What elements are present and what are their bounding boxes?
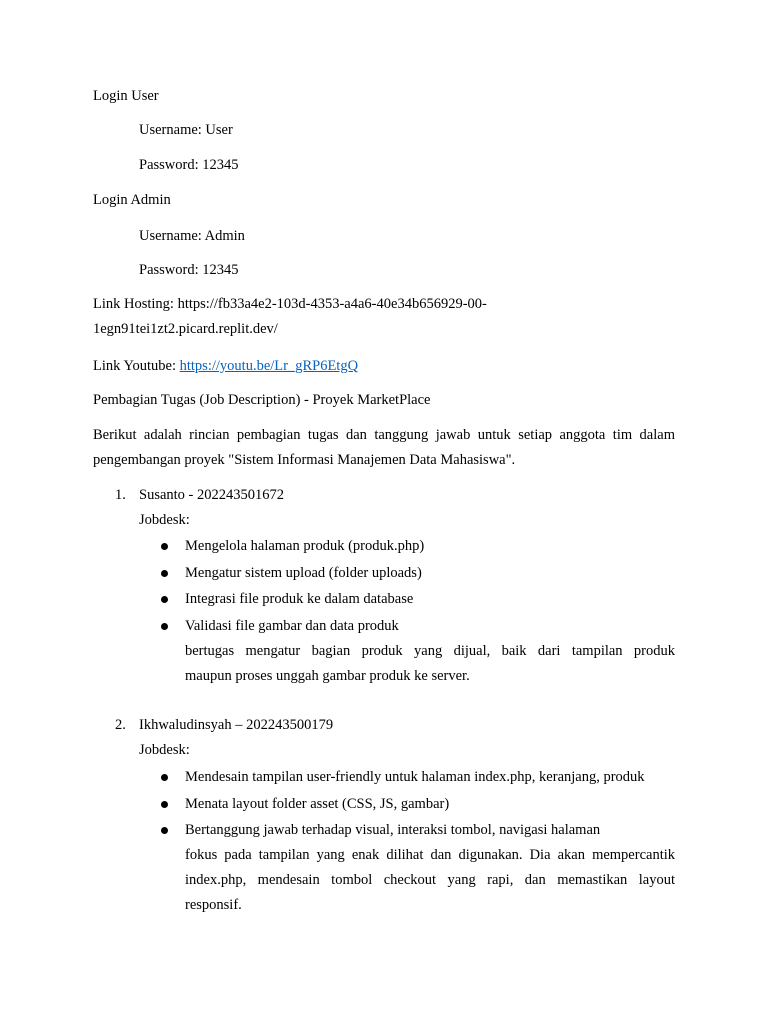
bullet-icon [161, 570, 168, 577]
member-name: Ikhwaludinsyah – 202243500179 [139, 717, 334, 733]
member-summary-line1: bertugas mengatur bagian produk yang dijual, baik dari tampilan produk [185, 643, 675, 659]
member-summary-line3: responsif. [185, 897, 242, 913]
task-item: Integrasi file produk ke dalam database [185, 591, 414, 607]
member-number: 1. [115, 487, 126, 503]
task-item: Bertanggung jawab terhadap visual, interaksi tombol, navigasi halaman [185, 822, 601, 838]
task-item: Menata layout folder asset (CSS, JS, gambar) [185, 796, 450, 812]
member-name: Susanto - 202243501672 [139, 487, 284, 503]
member-number: 2. [115, 717, 126, 733]
bullet-icon [161, 801, 168, 808]
login-user-heading: Login User [93, 88, 159, 104]
bullet-icon [161, 543, 168, 550]
hosting-link-line1[interactable]: Link Hosting: https://fb33a4e2-103d-4353-a4a6-40e34b656929-00- [93, 296, 487, 312]
member-summary-line1: fokus pada tampilan yang enak dilihat dan digunakan. Dia akan mempercantik [185, 847, 675, 863]
bullet-icon [161, 827, 168, 834]
task-item: Mengelola halaman produk (produk.php) [185, 538, 425, 554]
member-summary-line2: index.php, mendesain tombol checkout yang rapi, dan memastikan layout [185, 872, 675, 888]
intro-line2: pengembangan proyek "Sistem Informasi Manajemen Data Mahasiswa". [93, 452, 516, 468]
section-title: Pembagian Tugas (Job Description) - Proyek MarketPlace [93, 392, 431, 408]
login-user-username: Username: User [139, 122, 233, 138]
youtube-link[interactable]: https://youtu.be/Lr_gRP6EtgQ [179, 358, 359, 374]
youtube-label: Link Youtube: [93, 358, 180, 374]
youtube-line [93, 357, 358, 375]
hosting-link-line2[interactable]: 1egn91tei1zt2.picard.replit.dev/ [93, 321, 278, 337]
login-admin-username: Username: Admin [139, 228, 245, 244]
task-item: Mengatur sistem upload (folder uploads) [185, 565, 422, 581]
login-user-password: Password: 12345 [139, 157, 239, 173]
jobdesk-label: Jobdesk: [139, 512, 190, 528]
task-item: Mendesain tampilan user-friendly untuk halaman index.php, keranjang, produk [185, 769, 645, 785]
task-item: Validasi file gambar dan data produk [185, 618, 399, 634]
intro-line1: Berikut adalah rincian pembagian tugas dan tanggung jawab untuk setiap anggota tim dalam [93, 427, 675, 443]
bullet-icon [161, 774, 168, 781]
member-summary-line2: maupun proses unggah gambar produk ke server. [185, 668, 470, 684]
login-admin-heading: Login Admin [93, 192, 171, 208]
bullet-icon [161, 596, 168, 603]
jobdesk-label: Jobdesk: [139, 742, 190, 758]
bullet-icon [161, 623, 168, 630]
login-admin-password: Password: 12345 [139, 262, 239, 278]
